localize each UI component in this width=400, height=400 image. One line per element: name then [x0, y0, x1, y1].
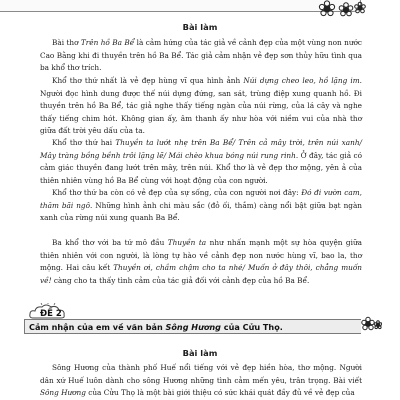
exercise-2-prompt: Cảm nhận của em về văn bản Sông Hương của Cửu Thọ. [29, 322, 283, 332]
paragraph-4: Khổ thơ thứ ba còn có vẻ đẹp của sự sống, của con người nơi đây: Đó đi vườn cam, thăm bãi ngô. Những hình ảnh chi màu sắc (đỏ ối, thắm) càng nổi bật giữa bạt ngàn xanh của rừng núi xung quanh Ba Bể. [40, 188, 362, 223]
paragraph-2: Khổ thơ thứ nhất là vẻ đẹp hùng vĩ qua hình ảnh Núi dựng cheo leo, hồ lặng im. Người đọc hình dung được thế núi dựng đứng, san sát, trùng điệp xung quanh hồ. Đi thuyền trên hồ Ba Bể, tác giả nghe thấy tiếng ngàn của núi rừng, của lá cây và nghe thấy tiếng chim hót. Không gian ấy, âm thanh ấy như hòa với niềm vui của nhà thơ giữa đất trời yêu dấu của ta. [40, 76, 362, 136]
exercise-2-label: ĐỀ 2 [40, 309, 62, 319]
flower-icon [360, 315, 382, 333]
paragraph-1: Bài thơ Trên hồ Ba Bể là cảm hứng của tác giả về cảnh đẹp của một vùng non nước Cao Bằng khi đi thuyền trên hồ Ba Bể. Tác giả cảm nhận vẻ đẹp sơn thủy hữu tình qua ba khổ thơ trích. [40, 38, 363, 73]
paragraph-5: Ba khổ thơ với ba tứ mô đầu Thuyền ta như nhấn mạnh một sự hòa quyện giữa thiên nhiên với con người, là lòng tự hào về cảnh đẹp non nước hùng vĩ, bao la, thơ mộng. Hai câu kết Thuyền ơi, chầm chậm cho ta nhé/ Muốn ở đây thôi, chẳng muốn về! càng cho ta thấy tình cảm của tác giả đối với cảnh đẹp của hồ Ba Bể. [40, 238, 362, 285]
section-header-band [0, 0, 361, 12]
paragraph-6: Sông Hương của thành phố Huế nổi tiếng với vẻ đẹp hiền hòa, thơ mộng. Người dân xứ Huế luôn dành cho sông Hương những tình cảm mến yêu, trân trọng. Bài viết Sông Hương của Cửu Thọ là một bài giới thiệu có sức khái quát đầy đủ về vẻ đẹp của [40, 363, 362, 398]
flower-icon [318, 0, 368, 20]
answer-heading-2: Bài làm [182, 348, 218, 358]
answer-heading: Bài làm [182, 22, 218, 32]
paragraph-3: Khổ thơ thứ hai Thuyền ta lướt nhẹ trên Ba Bể/ Trên cả mây trời, trên núi xanh/ Mây tràng bồng bềnh trôi lặng lẽ/ Mái chèo khua bóng núi rung rinh. Ở đây, tác giả có cảm giác thuyền đang lướt trên mây, trên núi. Khổ thơ là vẻ đẹp thơ mộng, yên ả của thiên nhiên vùng hồ Ba Bể cùng với hoạt động của con người. [40, 138, 363, 185]
exercise-2-header [20, 309, 382, 333]
